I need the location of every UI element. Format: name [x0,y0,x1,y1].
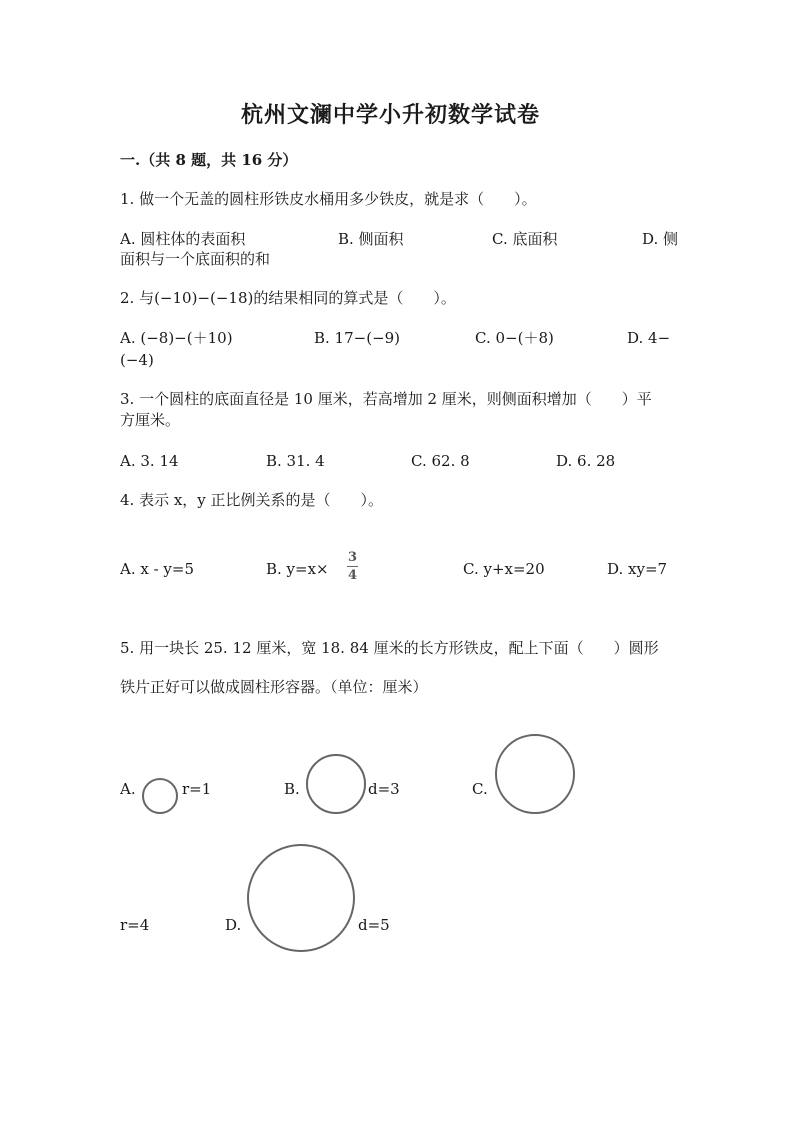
q1-option-b[interactable]: B. 侧面积 [338,230,404,248]
section-heading: 一.（共 8 题，共 16 分） [120,151,298,169]
q4-option-d[interactable]: D. xy=7 [607,560,668,578]
circle-a [143,779,177,813]
q3-stem: 3. 一个圆柱的底面直径是 10 厘米，若高增加 2 厘米，则侧面积增加（ ）平 [120,390,652,408]
fraction-three-quarters [347,551,358,582]
circle-a-figure [140,777,180,817]
q2-stem: 2. 与(−10)−(−18)的结果相同的算式是（ ）。 [120,289,456,307]
fraction-denominator: 4 [347,568,358,583]
q3-option-d[interactable]: D. 6. 28 [556,452,616,470]
q5-option-c-value: r=4 [120,916,150,934]
circle-c [496,735,574,813]
circle-d-figure [244,842,358,956]
q4-option-a[interactable]: A. x - y=5 [120,560,195,578]
q2-option-d-cont: (−4) [120,351,154,369]
fraction-numerator: 3 [347,550,358,565]
q1-stem: 1. 做一个无盖的圆柱形铁皮水桶用多少铁皮，就是求（ ）。 [120,190,537,208]
q5-option-a-value: r=1 [182,780,212,798]
q1-option-d[interactable]: D. 侧 [642,230,679,248]
q5-option-d-label[interactable]: D. [225,916,242,934]
q1-option-c[interactable]: C. 底面积 [492,230,558,248]
q3-option-a[interactable]: A. 3. 14 [120,452,179,470]
q2-option-b[interactable]: B. 17−(−9) [314,329,401,347]
q5-stem-cont: 铁片正好可以做成圆柱形容器。（单位：厘米） [120,678,428,696]
circle-b [307,755,365,813]
q2-option-a[interactable]: A. (−8)−(＋10) [120,329,233,347]
q1-option-d-cont: 面积与一个底面积的和 [120,250,271,268]
q3-stem-cont: 方厘米。 [120,411,181,429]
q2-option-c[interactable]: C. 0−(＋8) [475,329,554,347]
q5-stem: 5. 用一块长 25. 12 厘米，宽 18. 84 厘米的长方形铁皮，配上下面（ ）圆形 [120,639,659,657]
q3-option-b[interactable]: B. 31. 4 [266,452,325,470]
q5-option-d-value: d=5 [358,916,390,934]
q5-option-a-label[interactable]: A. [120,780,136,798]
q3-option-c[interactable]: C. 62. 8 [411,452,470,470]
q2-option-d[interactable]: D. 4− [627,329,671,347]
q4-option-b[interactable]: B. y=x× [266,560,329,578]
q4-stem: 4. 表示 x，y 正比例关系的是（ ）。 [120,491,384,509]
q4-option-c[interactable]: C. y+x=20 [463,560,545,578]
q5-option-b-value: d=3 [368,780,400,798]
circle-b-figure [304,752,368,816]
circle-d [248,845,354,951]
q1-option-a[interactable]: A. 圆柱体的表面积 [120,230,246,248]
fraction-bar [347,566,358,567]
q5-option-b-label[interactable]: B. [284,780,300,798]
circle-c-figure [492,731,578,817]
q5-option-c-label[interactable]: C. [472,780,488,798]
page-title: 杭州文澜中学小升初数学试卷 [241,102,541,128]
